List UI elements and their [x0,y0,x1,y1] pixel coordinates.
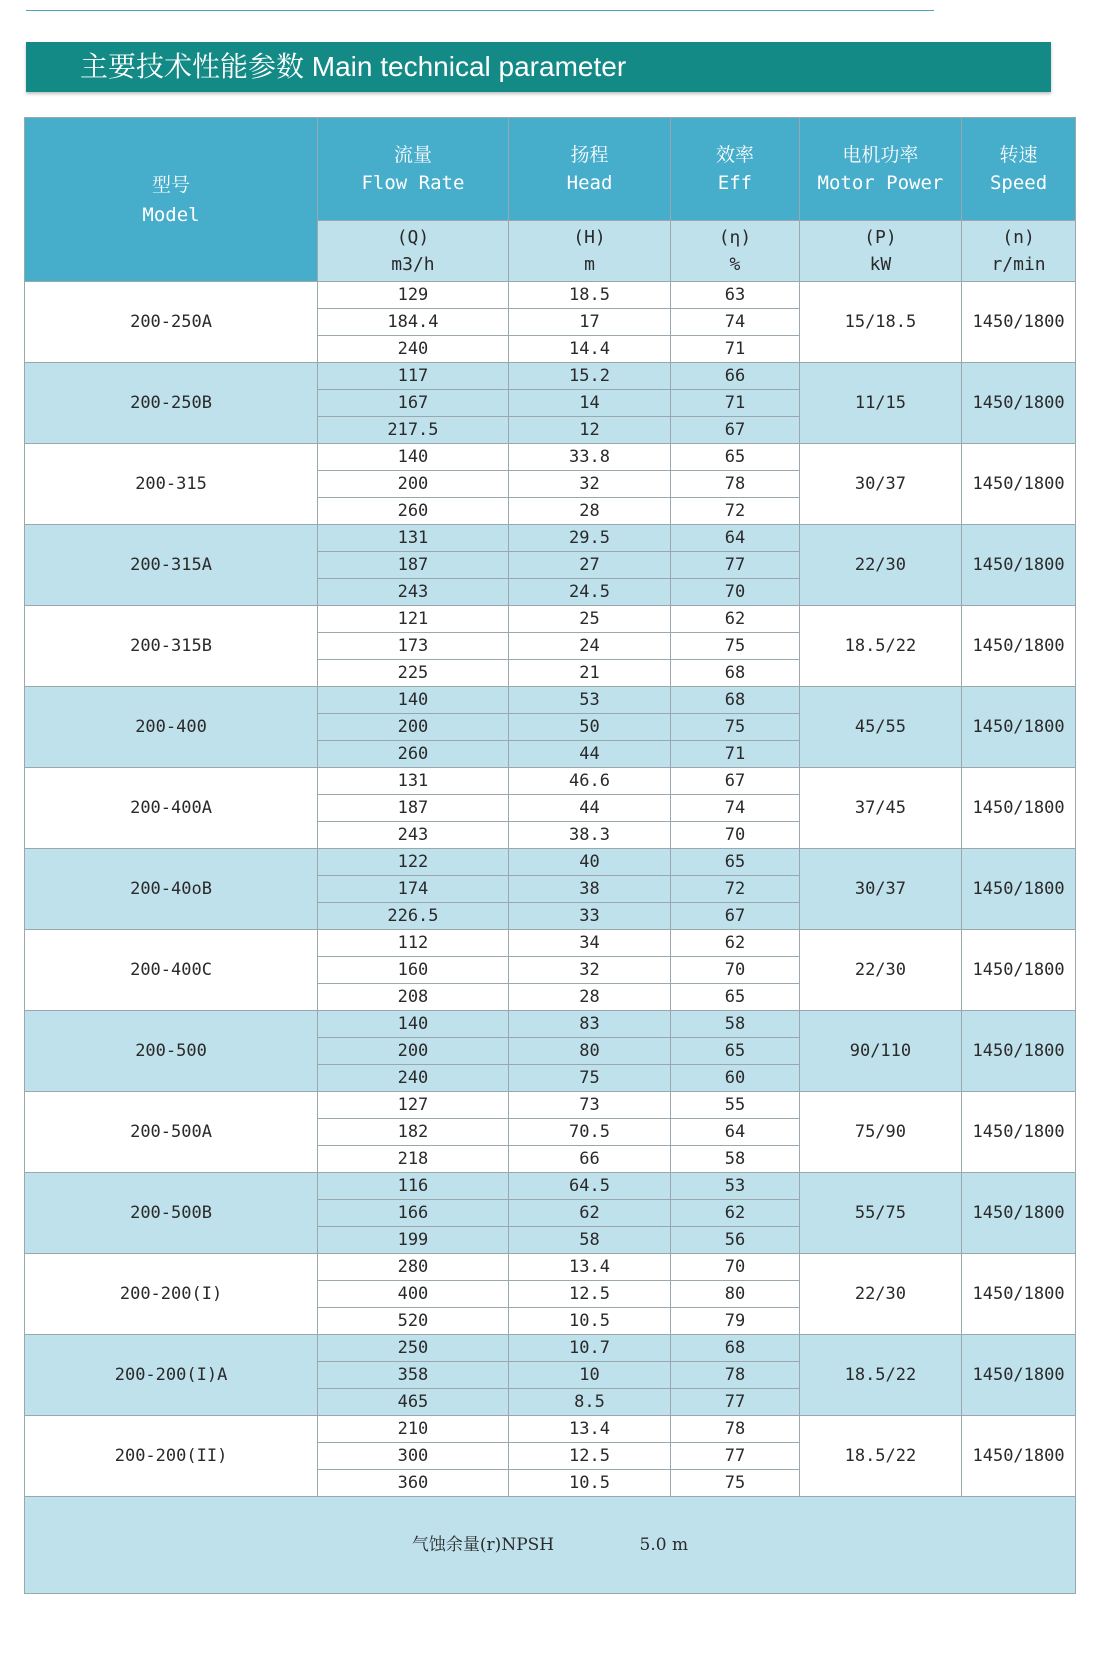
header-speed-en: Speed [989,172,1048,194]
head-cell: 53 [508,687,670,714]
table-row [25,849,1076,876]
head-cell: 28 [508,984,670,1011]
power-cell: 30/37 [799,849,961,930]
table-row [25,1011,1076,1038]
flow-cell: 520 [318,1308,509,1335]
eff-cell: 70 [671,579,800,606]
header-head-en: Head [566,172,613,194]
model-cell: 200-315 [25,444,318,525]
head-cell: 13.4 [508,1416,670,1443]
head-cell: 17 [508,309,670,336]
flow-cell: 280 [318,1254,509,1281]
speed-cell: 1450/1800 [962,1173,1076,1254]
section-title: 主要技术性能参数 Main technical parameter [80,51,627,82]
header-eff-cn: 效率 [715,144,754,166]
model-cell: 200-315B [25,606,318,687]
power-cell: 30/37 [799,444,961,525]
head-cell: 13.4 [508,1254,670,1281]
flow-cell: 187 [318,552,509,579]
head-cell: 40 [508,849,670,876]
header-eff-en: Eff [717,172,753,194]
flow-cell: 358 [318,1362,509,1389]
flow-cell: 122 [318,849,509,876]
flow-cell: 200 [318,471,509,498]
flow-cell: 225 [318,660,509,687]
head-cell: 38 [508,876,670,903]
head-cell: 62 [508,1200,670,1227]
speed-cell: 1450/1800 [962,687,1076,768]
head-cell: 27 [508,552,670,579]
header-flow-en: Flow Rate [361,172,465,194]
table-header [25,118,1076,282]
flow-cell: 199 [318,1227,509,1254]
eff-cell: 55 [671,1092,800,1119]
flow-cell: 160 [318,957,509,984]
power-cell: 75/90 [799,1092,961,1173]
flow-cell: 208 [318,984,509,1011]
flow-cell: 140 [318,687,509,714]
eff-cell: 65 [671,1038,800,1065]
head-cell: 29.5 [508,525,670,552]
eff-cell: 68 [671,687,800,714]
power-cell: 90/110 [799,1011,961,1092]
unit-speed [962,221,1076,282]
model-cell: 200-400C [25,930,318,1011]
power-cell: 22/30 [799,1254,961,1335]
eff-cell: 80 [671,1281,800,1308]
header-eff [671,118,800,221]
unit-eff-unit: % [729,254,741,275]
head-cell: 83 [508,1011,670,1038]
power-cell: 18.5/22 [799,606,961,687]
eff-cell: 78 [671,1362,800,1389]
table-row [25,1335,1076,1362]
speed-cell: 1450/1800 [962,1011,1076,1092]
head-cell: 12.5 [508,1443,670,1470]
head-cell: 25 [508,606,670,633]
eff-cell: 72 [671,498,800,525]
head-cell: 66 [508,1146,670,1173]
eff-cell: 62 [671,930,800,957]
speed-cell: 1450/1800 [962,849,1076,930]
model-cell: 200-200(I) [25,1254,318,1335]
head-cell: 44 [508,795,670,822]
head-cell: 38.3 [508,822,670,849]
model-cell: 200-400 [25,687,318,768]
head-cell: 44 [508,741,670,768]
eff-cell: 77 [671,1443,800,1470]
flow-cell: 131 [318,525,509,552]
table-row [25,1416,1076,1443]
header-model-en: Model [142,203,200,226]
unit-power-unit: kW [869,254,892,275]
head-cell: 34 [508,930,670,957]
eff-cell: 53 [671,1173,800,1200]
head-cell: 33.8 [508,444,670,471]
eff-cell: 75 [671,633,800,660]
flow-cell: 200 [318,714,509,741]
flow-cell: 250 [318,1335,509,1362]
power-cell: 18.5/22 [799,1416,961,1497]
header-head-cn: 扬程 [570,144,609,166]
flow-cell: 218 [318,1146,509,1173]
eff-cell: 71 [671,390,800,417]
table-row [25,444,1076,471]
eff-cell: 68 [671,1335,800,1362]
power-cell: 18.5/22 [799,1335,961,1416]
flow-cell: 167 [318,390,509,417]
flow-cell: 300 [318,1443,509,1470]
npsh-label: 气蚀余量(r)NPSH [411,1535,555,1555]
head-cell: 10.7 [508,1335,670,1362]
unit-flow-unit: m3/h [391,254,435,275]
head-cell: 75 [508,1065,670,1092]
eff-cell: 67 [671,417,800,444]
head-cell: 10.5 [508,1470,670,1497]
eff-cell: 65 [671,444,800,471]
speed-cell: 1450/1800 [962,930,1076,1011]
head-cell: 15.2 [508,363,670,390]
eff-cell: 62 [671,606,800,633]
flow-cell: 112 [318,930,509,957]
model-cell: 200-200(I)A [25,1335,318,1416]
head-cell: 10 [508,1362,670,1389]
head-cell: 70.5 [508,1119,670,1146]
head-cell: 33 [508,903,670,930]
flow-cell: 465 [318,1389,509,1416]
speed-cell: 1450/1800 [962,525,1076,606]
header-speed [962,118,1076,221]
flow-cell: 166 [318,1200,509,1227]
flow-cell: 187 [318,795,509,822]
unit-speed-unit: r/min [991,254,1046,275]
eff-cell: 60 [671,1065,800,1092]
eff-cell: 66 [671,363,800,390]
head-cell: 50 [508,714,670,741]
head-cell: 21 [508,660,670,687]
model-cell: 200-250A [25,282,318,363]
model-cell: 200-40oB [25,849,318,930]
head-cell: 18.5 [508,282,670,309]
speed-cell: 1450/1800 [962,1335,1076,1416]
header-power [799,118,961,221]
head-cell: 12 [508,417,670,444]
flow-cell: 240 [318,1065,509,1092]
model-cell: 200-200(II) [25,1416,318,1497]
power-cell: 22/30 [799,525,961,606]
head-cell: 24.5 [508,579,670,606]
eff-cell: 71 [671,741,800,768]
unit-eff [671,221,800,282]
unit-head-symbol: (H) [573,227,606,248]
unit-power [799,221,961,282]
eff-cell: 58 [671,1146,800,1173]
head-cell: 58 [508,1227,670,1254]
head-cell: 10.5 [508,1308,670,1335]
flow-cell: 174 [318,876,509,903]
head-cell: 8.5 [508,1389,670,1416]
table-row [25,363,1076,390]
unit-power-symbol: (P) [864,227,897,248]
unit-eff-symbol: (η) [718,227,752,248]
top-divider [26,10,934,11]
table-row [25,1254,1076,1281]
power-cell: 11/15 [799,363,961,444]
flow-cell: 131 [318,768,509,795]
eff-cell: 75 [671,1470,800,1497]
flow-cell: 140 [318,1011,509,1038]
header-model [25,118,318,282]
speed-cell: 1450/1800 [962,1416,1076,1497]
eff-cell: 75 [671,714,800,741]
flow-cell: 360 [318,1470,509,1497]
speed-cell: 1450/1800 [962,363,1076,444]
header-speed-cn: 转速 [999,144,1038,166]
table-body [25,282,1076,1497]
header-power-cn: 电机功率 [842,144,919,166]
unit-speed-symbol: (n) [1002,227,1035,248]
unit-head-unit: m [584,254,595,275]
model-cell: 200-500 [25,1011,318,1092]
eff-cell: 70 [671,1254,800,1281]
speed-cell: 1450/1800 [962,1254,1076,1335]
eff-cell: 64 [671,525,800,552]
flow-cell: 260 [318,498,509,525]
eff-cell: 71 [671,336,800,363]
head-cell: 28 [508,498,670,525]
flow-cell: 129 [318,282,509,309]
model-cell: 200-315A [25,525,318,606]
eff-cell: 77 [671,552,800,579]
head-cell: 64.5 [508,1173,670,1200]
flow-cell: 173 [318,633,509,660]
head-cell: 12.5 [508,1281,670,1308]
head-cell: 24 [508,633,670,660]
table-row [25,1092,1076,1119]
head-cell: 80 [508,1038,670,1065]
eff-cell: 79 [671,1308,800,1335]
flow-cell: 243 [318,579,509,606]
table-row [25,687,1076,714]
eff-cell: 56 [671,1227,800,1254]
header-flow [318,118,509,221]
eff-cell: 70 [671,957,800,984]
flow-cell: 184.4 [318,309,509,336]
flow-cell: 200 [318,1038,509,1065]
flow-cell: 116 [318,1173,509,1200]
table-row [25,606,1076,633]
head-cell: 14.4 [508,336,670,363]
flow-cell: 226.5 [318,903,509,930]
unit-flow-symbol: (Q) [396,227,430,248]
table-row [25,1173,1076,1200]
eff-cell: 62 [671,1200,800,1227]
header-head [508,118,670,221]
table-row [25,282,1076,309]
eff-cell: 74 [671,309,800,336]
eff-cell: 68 [671,660,800,687]
speed-cell: 1450/1800 [962,1092,1076,1173]
table-row [25,768,1076,795]
npsh-row [25,1497,1076,1594]
head-cell: 14 [508,390,670,417]
header-power-en: Motor Power [817,172,944,194]
flow-cell: 127 [318,1092,509,1119]
table-row [25,930,1076,957]
head-cell: 32 [508,471,670,498]
power-cell: 55/75 [799,1173,961,1254]
flow-cell: 117 [318,363,509,390]
head-cell: 46.6 [508,768,670,795]
head-cell: 73 [508,1092,670,1119]
model-cell: 200-400A [25,768,318,849]
power-cell: 37/45 [799,768,961,849]
unit-head [508,221,670,282]
eff-cell: 78 [671,1416,800,1443]
npsh-value: 5.0 m [639,1535,689,1555]
speed-cell: 1450/1800 [962,768,1076,849]
speed-cell: 1450/1800 [962,282,1076,363]
power-cell: 45/55 [799,687,961,768]
speed-cell: 1450/1800 [962,606,1076,687]
header-flow-cn: 流量 [393,144,432,166]
eff-cell: 64 [671,1119,800,1146]
flow-cell: 121 [318,606,509,633]
eff-cell: 74 [671,795,800,822]
eff-cell: 58 [671,1011,800,1038]
flow-cell: 217.5 [318,417,509,444]
power-cell: 22/30 [799,930,961,1011]
flow-cell: 182 [318,1119,509,1146]
flow-cell: 140 [318,444,509,471]
flow-cell: 400 [318,1281,509,1308]
power-cell: 15/18.5 [799,282,961,363]
header-model-cn: 型号 [152,173,191,196]
eff-cell: 78 [671,471,800,498]
eff-cell: 77 [671,1389,800,1416]
table-row [25,525,1076,552]
unit-flow [318,221,509,282]
flow-cell: 240 [318,336,509,363]
eff-cell: 70 [671,822,800,849]
eff-cell: 65 [671,984,800,1011]
flow-cell: 260 [318,741,509,768]
eff-cell: 67 [671,768,800,795]
eff-cell: 65 [671,849,800,876]
technical-parameter-table [24,117,1076,1594]
model-cell: 200-500A [25,1092,318,1173]
eff-cell: 63 [671,282,800,309]
eff-cell: 72 [671,876,800,903]
head-cell: 32 [508,957,670,984]
flow-cell: 243 [318,822,509,849]
speed-cell: 1450/1800 [962,444,1076,525]
flow-cell: 210 [318,1416,509,1443]
section-title-banner [26,42,1051,92]
model-cell: 200-250B [25,363,318,444]
eff-cell: 67 [671,903,800,930]
model-cell: 200-500B [25,1173,318,1254]
